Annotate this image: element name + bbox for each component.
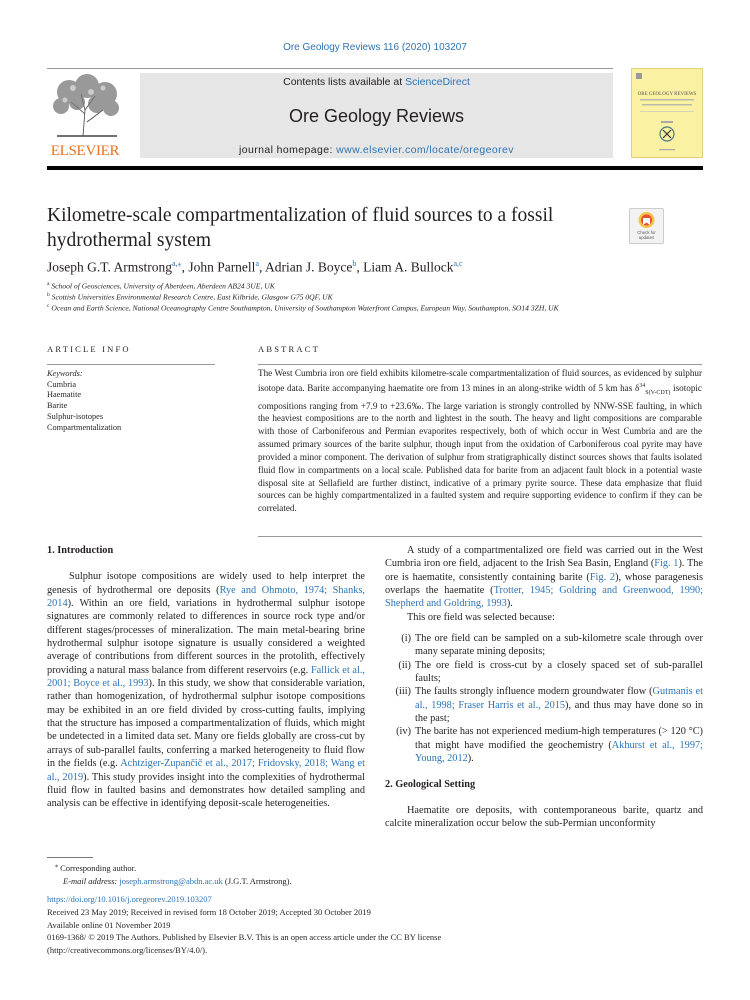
header-rule (47, 166, 703, 170)
footnote (55, 860, 292, 888)
text-run: ). Within an ore field, variations in hydrothermal sulphur isotope signatures are commonly related to differences in source rock type and/or different stages/processes of mineralization. The main metal-bearing brine hydrothermal sulphur isotope signature is usually considered a weighted average of contributions from different sources in the protolith, effectively providing a natural mass balance from different reservoirs (e.g. (47, 598, 365, 676)
homepage-line (140, 144, 613, 156)
email-link[interactable]: joseph.armstrong@abdn.ac.uk (119, 875, 223, 886)
footnote-rule (47, 857, 93, 858)
text-run: ). (506, 598, 513, 610)
svg-text:updates: updates (638, 235, 655, 240)
right-column (385, 544, 703, 831)
homepage-prefix: journal homepage: (239, 144, 337, 156)
svg-text:ORE GEOLOGY REVIEWS: ORE GEOLOGY REVIEWS (637, 92, 697, 97)
keywords-list (47, 369, 121, 433)
isotope-superscript: 34 (639, 382, 646, 389)
keywords-label: Keywords: (47, 369, 83, 378)
check-for-updates-icon (630, 209, 663, 243)
abstract-part: isotopic compositions ranging from +7.9 to +23.6‰. The large variation is strongly controlled by NNW-SSE faulting, in which the heaviest compositions are to the north and lightest in the south. The heavy and light compositions are comparable with those of Carboniferous and Permian evaporites respectively, both of which occur in West Cumbria and are the assumed primary sources of the barite sulphur, though input from the oxidation of Carboniferous coal pyrite may have provided a minor component. The derivation of sulphur from stratigraphically distinct sources shows that faults isolated fluid flow in compartments on a local scale. Published data for barite from an adjacent fault block in a potential waste disposal site at Sellafield are further distinct, indicative of a primary pyrite source. These data emphasize that fluid sources can be highly compartmentalized in a faulted system and require supporting evidence to confirm if they can be correlated. (258, 382, 702, 514)
email-label: E-mail address: (63, 875, 120, 886)
list-number: (iv) (396, 726, 411, 738)
left-column (47, 544, 365, 811)
section-heading-geological-setting: 2. Geological Setting (385, 778, 476, 790)
text-run: ), and thus may have done so in the past; (415, 699, 703, 725)
list-number: (ii) (398, 659, 411, 671)
paragraph (385, 611, 703, 624)
article-info-heading: ARTICLE INFO (47, 344, 131, 354)
copyright: 0169-1368/ © 2019 The Authors. Published by Elsevier B.V. This is an open access article under the CC BY license (47, 932, 442, 943)
text-run: ). In this study, we show that considerable variation, rather than homogenization, of hydrothermal sulphur isotope compositions may be exhibited in an ore field divided by cross-cutting faults, implying that the structure has imposed a compartmentalization of fluids, which might be undetected in a limited data set. Many ore fields globally are cross-cut by arrays of sub-parallel faults, conferring a marked heterogeneity to fluid flow in the fields (e.g. (47, 678, 365, 770)
keyword: Haematite (47, 390, 82, 400)
citation-link[interactable]: Trotter, 1945; Goldring and Greenwood, 1990; Shepherd and Goldring, 1993 (385, 585, 704, 610)
citation-link[interactable]: Akhurst et al., 1997; Young, 2012 (415, 739, 703, 765)
text-run: The ore field can be sampled on a sub-kilometre scale through over many separate mining deposits; (415, 633, 703, 658)
article-title: Kilometre-scale compartmentalization of fluid sources to a fossil hydrothermal system (47, 205, 554, 251)
author-name[interactable]: John Parnell (188, 259, 256, 275)
author-name[interactable]: Joseph G.T. Armstrong (47, 259, 172, 275)
doi-link[interactable]: https://doi.org/10.1016/j.oregeorev.2019.103207 (47, 894, 212, 904)
list-text (415, 725, 703, 765)
author-separator: , (181, 259, 189, 275)
section-heading-introduction: 1. Introduction (47, 545, 114, 556)
author-separator: , (259, 259, 266, 275)
list-text (415, 659, 703, 686)
affiliation (47, 303, 559, 313)
contents-line (140, 76, 613, 88)
author-list (47, 259, 463, 276)
author-name[interactable]: Adrian J. Boyce (265, 259, 353, 275)
text-run: The barite has not experienced medium-high temperatures (> 120 °C) that might have modified the geochemistry ( (415, 726, 703, 751)
author-affiliation-mark[interactable]: a,⁎ (172, 259, 182, 268)
corresponding-author: Corresponding author. (60, 862, 137, 873)
list-item (385, 725, 703, 765)
citation-link[interactable]: Achtziger-Zupančič et al., 2017; Fridovsky, 2018; Wang et al., 2019 (47, 758, 365, 783)
text-run: This ore field was selected because: (407, 611, 555, 623)
citation-link[interactable]: Fig. 1 (654, 558, 679, 570)
list-text (415, 632, 703, 659)
journal-reference[interactable]: Ore Geology Reviews 116 (2020) 103207 (283, 42, 467, 53)
affiliation-text: Ocean and Earth Science, National Oceanography Centre Southampton, University of Southampton Waterfront Campus, European Way, Southampton, SO14 3ZH, UK (51, 303, 559, 313)
list-item (385, 685, 703, 725)
check-for-updates-button[interactable] (629, 208, 664, 244)
divider (47, 68, 613, 69)
author-affiliation-mark[interactable]: a,c (453, 259, 463, 268)
paragraph (385, 804, 703, 831)
citation-link[interactable]: Rye and Ohmoto, 1974; Shanks, 2014 (47, 584, 365, 610)
elsevier-wordmark: ELSEVIER (50, 143, 120, 159)
list-number: (iii) (395, 686, 411, 698)
author-affiliation-mark[interactable]: b (352, 259, 357, 268)
affiliation-text: School of Geosciences, University of Aberdeen, Aberdeen AB24 3UE, UK (51, 281, 275, 291)
keyword: Cumbria (47, 379, 77, 389)
paragraph (385, 544, 703, 611)
affiliation-key: a (47, 281, 50, 287)
text-run: The ore field is cross-cut by a closely spaced set of sub-parallel faults; (415, 659, 703, 685)
text-run: ). The ore is haematite, consistently containing barite ( (385, 558, 703, 583)
isotope-subscript: S(V-CDT) (645, 389, 671, 396)
divider (258, 364, 702, 365)
citation-link[interactable]: Fig. 2 (589, 571, 616, 583)
citation-link[interactable]: Fallick et al., 2001; Boyce et al., 1993 (47, 664, 365, 690)
text-run: ). (467, 753, 474, 765)
journal-masthead (140, 73, 613, 158)
reasons-list (385, 632, 703, 765)
abstract-part: The West Cumbria iron ore field exhibits kilometre-scale compartmentalization of fluid sources, as evidenced by sulphur isotope data. Barite accompanying haematite ore from 13 mines in an along-strike width of 5 km has δ (258, 368, 702, 393)
keyword: Sulphur-isotopes (47, 411, 104, 421)
divider (47, 364, 215, 365)
affiliation (47, 292, 333, 302)
list-number: (i) (401, 633, 411, 645)
list-item (385, 632, 703, 659)
text-run: Haematite ore deposits, with contemporaneous barite, quartz and calcite mineralization occur below the sub-Permian unconformity (385, 804, 703, 830)
affiliation-text: Scottish Universities Environmental Research Centre, East Kilbride, Glasgow G75 0QF, UK (51, 292, 333, 302)
journal-title: Ore Geology Reviews (288, 106, 465, 126)
received-dates: Received 23 May 2019; Received in revised form 18 October 2019; Accepted 30 October 2019 (47, 906, 371, 917)
divider (258, 536, 702, 537)
keyword: Barite (47, 401, 68, 411)
abstract-heading: ABSTRACT (258, 344, 320, 354)
paragraph (47, 570, 365, 810)
cover-art-icon (632, 69, 702, 157)
elsevier-logo[interactable] (47, 74, 123, 160)
list-item (385, 659, 703, 686)
journal-cover-image[interactable] (631, 68, 703, 158)
text-run: Sulphur isotope compositions are widely used to help interpret the genesis of hydrothermal ore deposits ( (47, 571, 365, 596)
citation-link[interactable]: Gutmanis et al., 1998; Fraser Harris et al., 2015 (415, 686, 703, 711)
license-url[interactable]: (http://creativecommons.org/licenses/BY/4.0/). (47, 945, 208, 956)
sciencedirect-link[interactable]: ScienceDirect (405, 76, 470, 88)
text-run: A study of a compartmentalized ore field was carried out in the West Cumbria iron ore field, adjacent to the Irish Sea Basin, England ( (385, 545, 703, 570)
list-text (415, 685, 703, 725)
affiliation-key: c (47, 303, 50, 309)
publication-info (47, 893, 441, 957)
svg-text:Check for: Check for (637, 230, 656, 235)
affiliation-key: b (47, 292, 50, 298)
keyword: Compartmentalization (47, 422, 122, 432)
affiliation (47, 281, 275, 291)
contents-prefix: Contents lists available at (283, 76, 406, 88)
author-name[interactable]: Liam A. Bullock (363, 259, 454, 275)
text-run: The faults strongly influence modern groundwater flow ( (415, 686, 653, 698)
text-run: ), whose paragenesis overlaps the haematite ( (385, 571, 703, 597)
homepage-link[interactable]: www.elsevier.com/locate/oregeorev (336, 144, 514, 156)
footnote-mark: ⁎ (55, 863, 58, 869)
abstract-text (258, 367, 702, 515)
available-online: Available online 01 November 2019 (47, 919, 171, 930)
author-affiliation-mark[interactable]: a (255, 259, 259, 268)
text-run: ). This study provides insight into the complexities of hydrothermal fluid flow in faulted basins and demonstrates how detailed sampling and analysis can be effective in identifying deposit-scale heterogeneities. (47, 771, 365, 810)
author-separator: , (356, 259, 364, 275)
tree-icon (47, 74, 123, 140)
email-owner: (J.G.T. Armstrong). (222, 875, 292, 886)
